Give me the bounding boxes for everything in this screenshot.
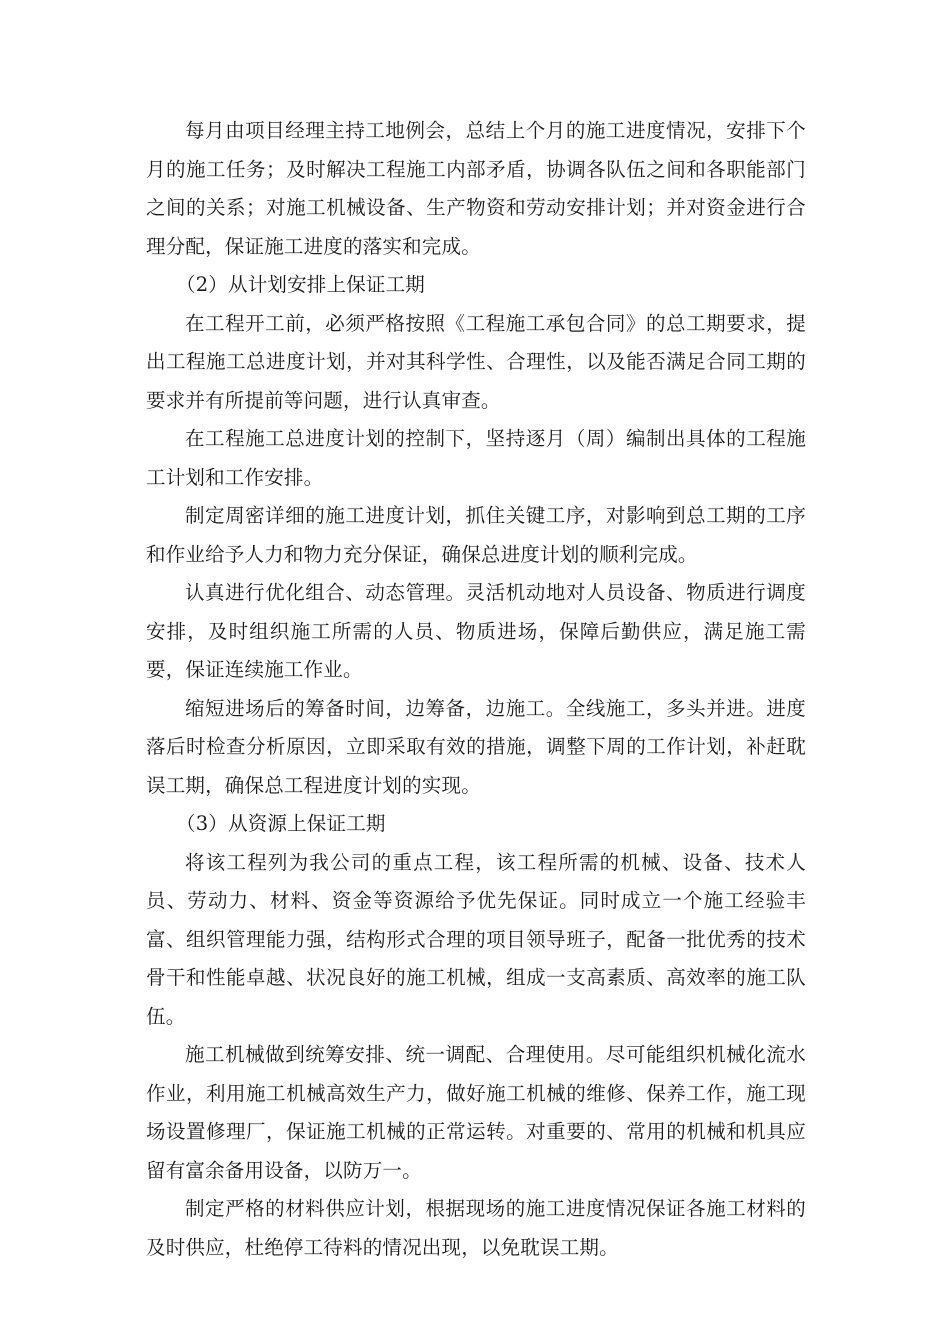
paragraph-machinery: 施工机械做到统筹安排、统一调配、合理使用。尽可能组织机械化流水作业，利用施工机械高效生产力，做好施工机械的维修、保养工作，施工现场设置修理厂，保证施工机械的正常运转。对重要的、常用的机械和机具应留有富余备用设备，以防万一。 xyxy=(146,1043,806,1182)
paragraph-monthly-plan: 在工程施工总进度计划的控制下，坚持逐月（周）编制出具体的工程施工计划和工作安排。 xyxy=(146,427,806,489)
paragraph-overall-plan: 在工程开工前，必须严格按照《工程施工承包合同》的总工期要求，提出工程施工总进度计划，并对其科学性、合理性，以及能否满足合同工期的要求并有所提前等问题，进行认真审查。 xyxy=(146,311,806,412)
section-heading-schedule: （2）从计划安排上保证工期 xyxy=(176,273,426,296)
document-body xyxy=(146,112,806,1267)
paragraph-key-project: 将该工程列为我公司的重点工程，该工程所需的机械、设备、技术人员、劳动力、材料、资金等资源给予优先保证。同时成立一个施工经验丰富、组织管理能力强，结构形式合理的项目领导班子，配备一批优秀的技术骨干和性能卓越、状况良好的施工机械，组成一支高素质、高效率的施工队伍。 xyxy=(146,850,806,1028)
paragraph-material-supply: 制定严格的材料供应计划，根据现场的施工进度情况保证各施工材料的及时供应，杜绝停工待料的情况出现，以免耽误工期。 xyxy=(146,1197,806,1259)
section-heading-resources: （3）从资源上保证工期 xyxy=(176,812,386,835)
paragraph-dynamic-management: 认真进行优化组合、动态管理。灵活机动地对人员设备、物质进行调度安排，及时组织施工所需的人员、物质进场，保障后勤供应，满足施工需要，保证连续施工作业。 xyxy=(146,581,806,681)
paragraph-shorten-preparation: 缩短进场后的筹备时间，边筹备，边施工。全线施工，多头并进。进度落后时检查分析原因，立即采取有效的措施，调整下周的工作计划，补赶耽误工期，确保总工程进度计划的实现。 xyxy=(146,696,806,797)
paragraph-weekly-meeting: 每月由项目经理主持工地例会，总结上个月的施工进度情况，安排下个月的施工任务；及时解决工程施工内部矛盾，协调各队伍之间和各职能部门之间的关系；对施工机械设备、生产物资和劳动安排计划；并对资金进行合理分配，保证施工进度的落实和完成。 xyxy=(146,119,806,258)
paragraph-key-process: 制定周密详细的施工进度计划，抓住关键工序，对影响到总工期的工序和作业给予人力和物力充分保证，确保总进度计划的顺利完成。 xyxy=(146,504,806,566)
